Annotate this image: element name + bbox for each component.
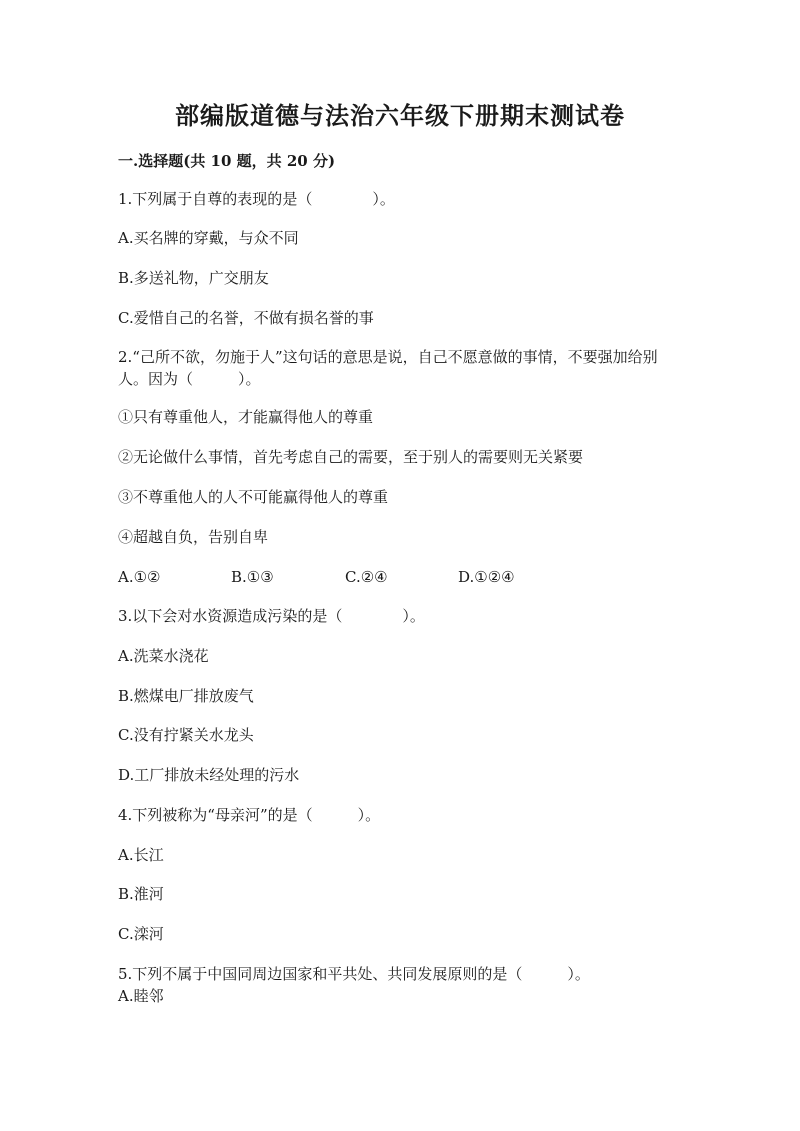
question-3-option-a: A.洗菜水浇花 [118,647,209,665]
question-4-option-a: A.长江 [118,846,164,864]
page-title: 部编版道德与法治六年级下册期末测试卷 [175,101,625,130]
question-1-option-a: A.买名牌的穿戴，与众不同 [118,229,299,247]
question-2-option-d: D.①②④ [458,568,515,586]
question-2-option-a: A.①② [118,568,161,586]
question-3-stem: 3.以下会对水资源造成污染的是（ ）。 [118,607,425,625]
question-2-statement-2: ②无论做什么事情，首先考虑自己的需要，至于别人的需要则无关紧要 [118,448,584,466]
question-2-statement-3: ③不尊重他人的人不可能赢得他人的尊重 [118,488,389,506]
question-1-option-c: C.爱惜自己的名誉，不做有损名誉的事 [118,309,374,327]
question-2-choices [118,566,538,588]
question-5-option-a: A.睦邻 [118,987,164,1005]
question-2-option-b: B.①③ [231,568,274,586]
question-3-option-b: B.燃煤电厂排放废气 [118,687,254,705]
question-3-option-d: D.工厂排放未经处理的污水 [118,766,300,784]
question-2-statement-1: ①只有尊重他人，才能赢得他人的尊重 [118,408,374,426]
question-4-option-b: B.淮河 [118,885,164,903]
question-1-stem: 1.下列属于自尊的表现的是（ ）。 [118,190,395,208]
question-1-option-b: B.多送礼物，广交朋友 [118,269,269,287]
question-5-stem: 5.下列不属于中国同周边国家和平共处、共同发展原则的是（ ）。 [118,965,590,983]
section-heading: 一.选择题(共 10 题，共 20 分) [118,152,336,170]
question-2-option-c: C.②④ [345,568,388,586]
question-2-stem: 2.“己所不欲，勿施于人”这句话的意思是说，自己不愿意做的事情，不要强加给别人。因为（ ）。 [118,348,658,388]
question-2-statement-4: ④超越自负，告别自卑 [118,528,269,546]
question-3-option-c: C.没有拧紧关水龙头 [118,726,254,744]
question-4-option-c: C.滦河 [118,925,164,943]
question-4-stem: 4.下列被称为“母亲河”的是（ ）。 [118,806,381,824]
